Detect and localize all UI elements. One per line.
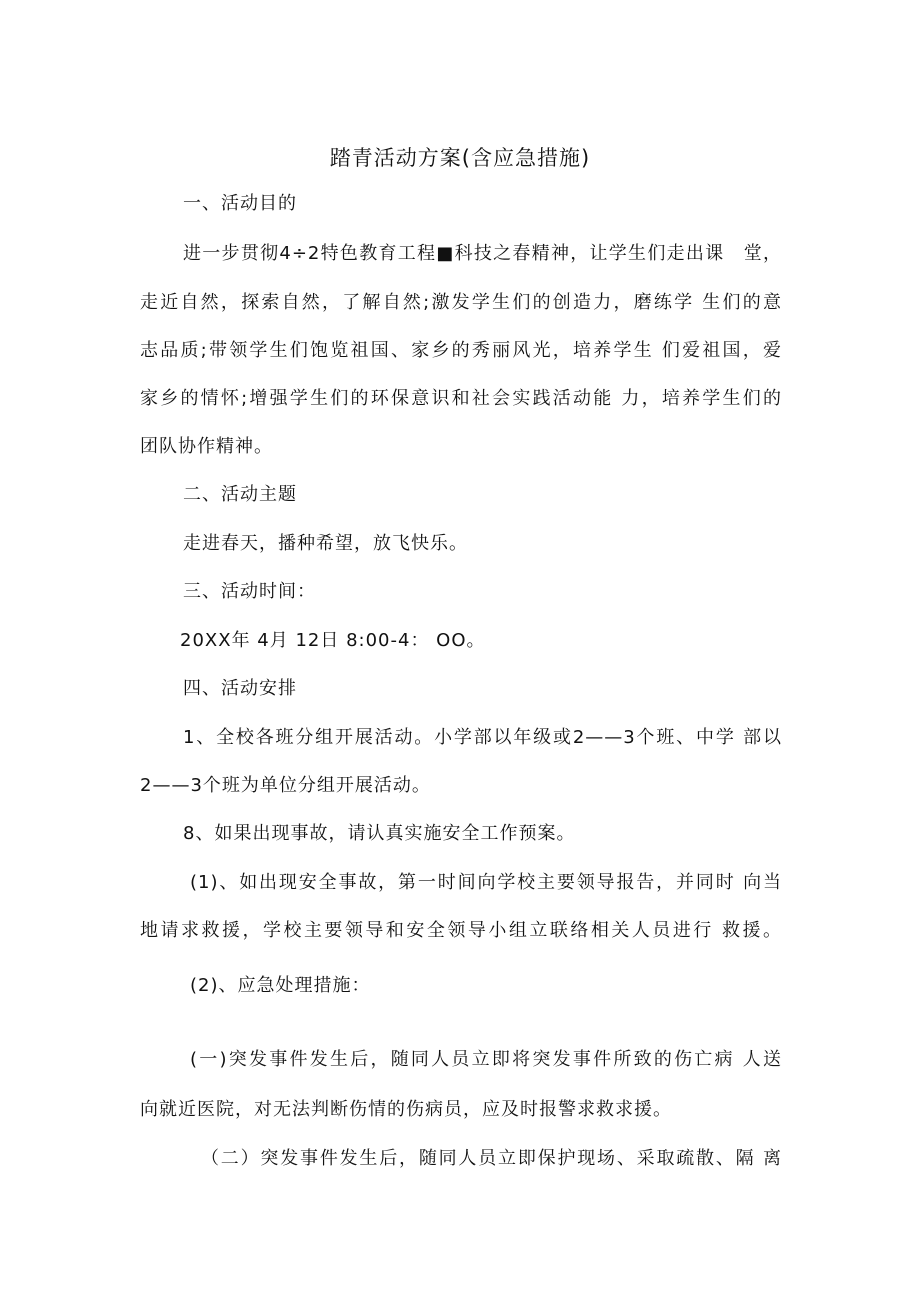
paragraph-line: (一)突发事件发生后，随同人员立即将突发事件所致的伤亡病 人送 [190,1049,782,1070]
paragraph-line: (1)、如出现安全事故，第一时间向学校主要领导报告，并同时 向当 [190,872,782,893]
section-heading-theme: 二、活动主题 [183,484,297,505]
paragraph-line: 进一步贯彻4÷2特色教育工程■科技之春精神，让学生们走出课 堂， [183,243,782,264]
paragraph-line: 1、全校各班分组开展活动。小学部以年级或2——3个班、中学 部以 [183,727,782,748]
paragraph-line: 家乡的情怀;增强学生们的环保意识和社会实践活动能 力，培养学生们的 [140,388,782,409]
paragraph-line: 地请求救援，学校主要领导和安全领导小组立联络相关人员进行 救援。 [140,920,782,941]
paragraph-line: （二）突发事件发生后，随同人员立即保护现场、采取疏散、隔 离 [201,1148,782,1169]
section-heading-purpose: 一、活动目的 [183,193,297,214]
section-heading-time: 三、活动时间： [183,581,316,602]
paragraph-line: 团队协作精神。 [140,436,273,457]
section-heading-arrangement: 四、活动安排 [183,678,297,699]
paragraph-line: (2)、应急处理措施： [190,975,371,996]
paragraph-line: 走进春天，播种希望，放飞快乐。 [183,533,468,554]
paragraph-line: 8、如果出现事故，请认真实施安全工作预案。 [183,823,576,844]
paragraph-line: 2——3个班为单位分组开展活动。 [140,775,431,796]
paragraph-line: 志品质;带领学生们饱览祖国、家乡的秀丽风光，培养学生 们爱祖国，爱 [140,340,782,361]
document-title: 踏青活动方案(含应急措施) [329,146,591,170]
paragraph-line: 走近自然，探索自然，了解自然;激发学生们的创造力，磨练学 生们的意 [140,292,782,313]
activity-time-text: 20XX年 4月 12日 8:00-4： OO。 [180,630,486,651]
paragraph-line: 向就近医院，对无法判断伤情的伤病员，应及时报警求救求援。 [140,1099,672,1120]
